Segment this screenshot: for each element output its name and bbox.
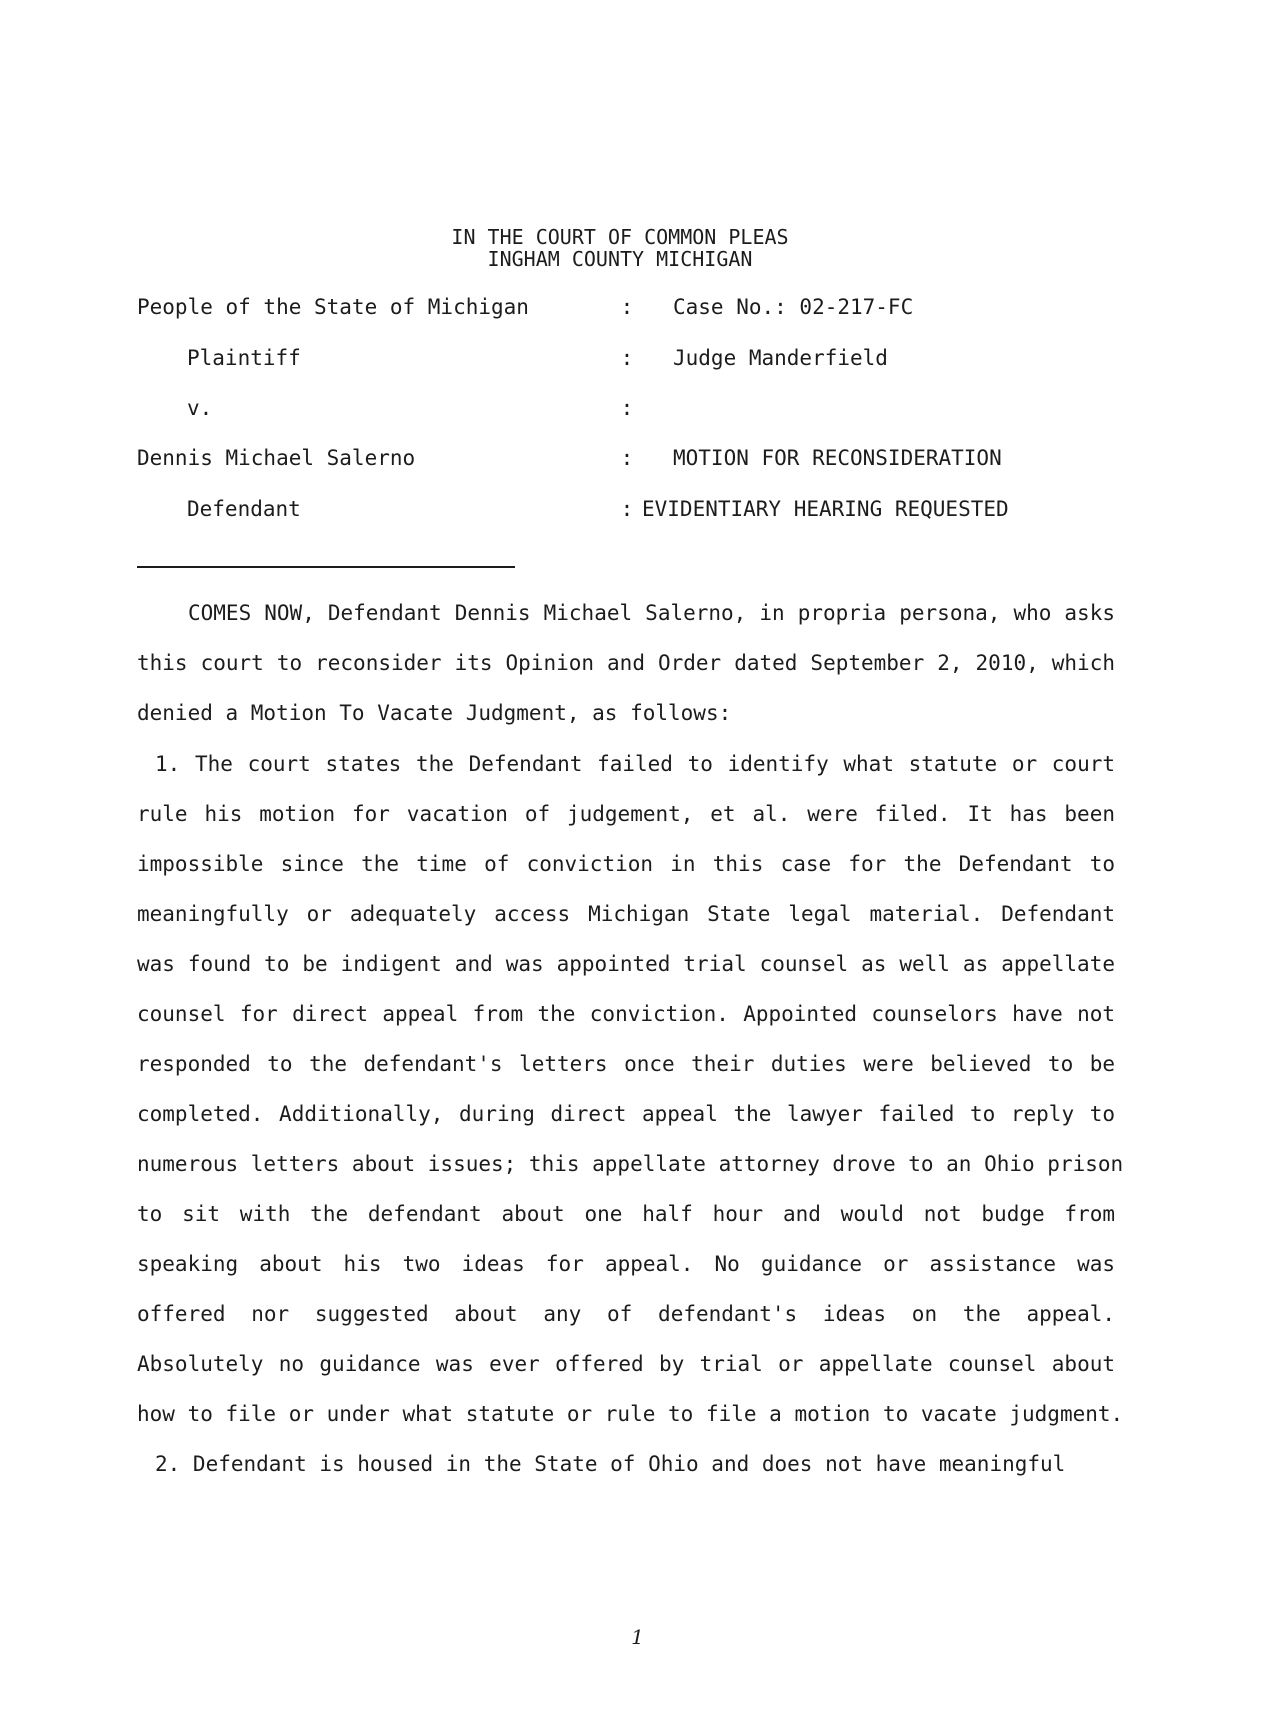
body-line: numerous letters about issues; this appellate attorney drove to an Ohio prison [137,1152,1124,1176]
body-line: denied a Motion To Vacate Judgment, as follows: [137,701,732,725]
body-line: to sit with the defendant about one half hour and would not budge from [137,1202,1115,1226]
caption-separator: : [620,497,634,521]
body-line: impossible since the time of conviction in this case for the Defendant to [137,852,1115,876]
body-line: meaningfully or adequately access Michigan State legal material. Defendant [137,902,1115,926]
caption-plaintiff-role: Plaintiff [187,346,301,370]
caption-defendant-name: Dennis Michael Salerno [137,446,416,470]
body-line: speaking about his two ideas for appeal. No guidance or assistance was [137,1252,1115,1276]
body-line: 1. The court states the Defendant failed to identify what statute or court [155,752,1115,776]
body-line: was found to be indigent and was appointed trial counsel as well as appellate [137,952,1115,976]
body-line: completed. Additionally, during direct appeal the lawyer failed to reply to [137,1102,1115,1126]
caption-separator: : [620,396,634,420]
page-number: 1 [631,1625,644,1649]
body-line: Absolutely no guidance was ever offered by trial or appellate counsel about [137,1352,1115,1376]
body-line: counsel for direct appeal from the conviction. Appointed counselors have not [137,1002,1115,1026]
hearing-request: EVIDENTIARY HEARING REQUESTED [642,497,1009,521]
caption-separator: : [620,446,634,470]
body-line: responded to the defendant's letters once their duties were believed to be [137,1052,1115,1076]
caption-plaintiff-name: People of the State of Michigan [137,295,529,319]
motion-title: MOTION FOR RECONSIDERATION [673,446,1002,470]
body-line: COMES NOW, Defendant Dennis Michael Salerno, in propria persona, who asks [188,601,1115,625]
court-header [0,226,1240,270]
court-name: IN THE COURT OF COMMON PLEAS [451,225,789,249]
judge-name: Judge Manderfield [673,346,888,370]
body-line: how to file or under what statute or rule to file a motion to vacate judgment. [137,1402,1124,1426]
caption-defendant-role: Defendant [187,497,301,521]
body-line: 2. Defendant is housed in the State of Ohio and does not have meaningful [155,1452,1066,1476]
caption-divider [137,566,515,568]
case-number: Case No.: 02-217-FC [673,295,914,319]
caption-versus: v. [187,396,213,420]
body-line: rule his motion for vacation of judgement, et al. were filed. It has been [137,802,1115,826]
caption-separator: : [620,346,634,370]
body-line: offered nor suggested about any of defendant's ideas on the appeal. [137,1302,1115,1326]
body-line: this court to reconsider its Opinion and Order dated September 2, 2010, which [137,651,1115,675]
caption-separator: : [620,295,634,319]
court-location: INGHAM COUNTY MICHIGAN [487,247,753,271]
